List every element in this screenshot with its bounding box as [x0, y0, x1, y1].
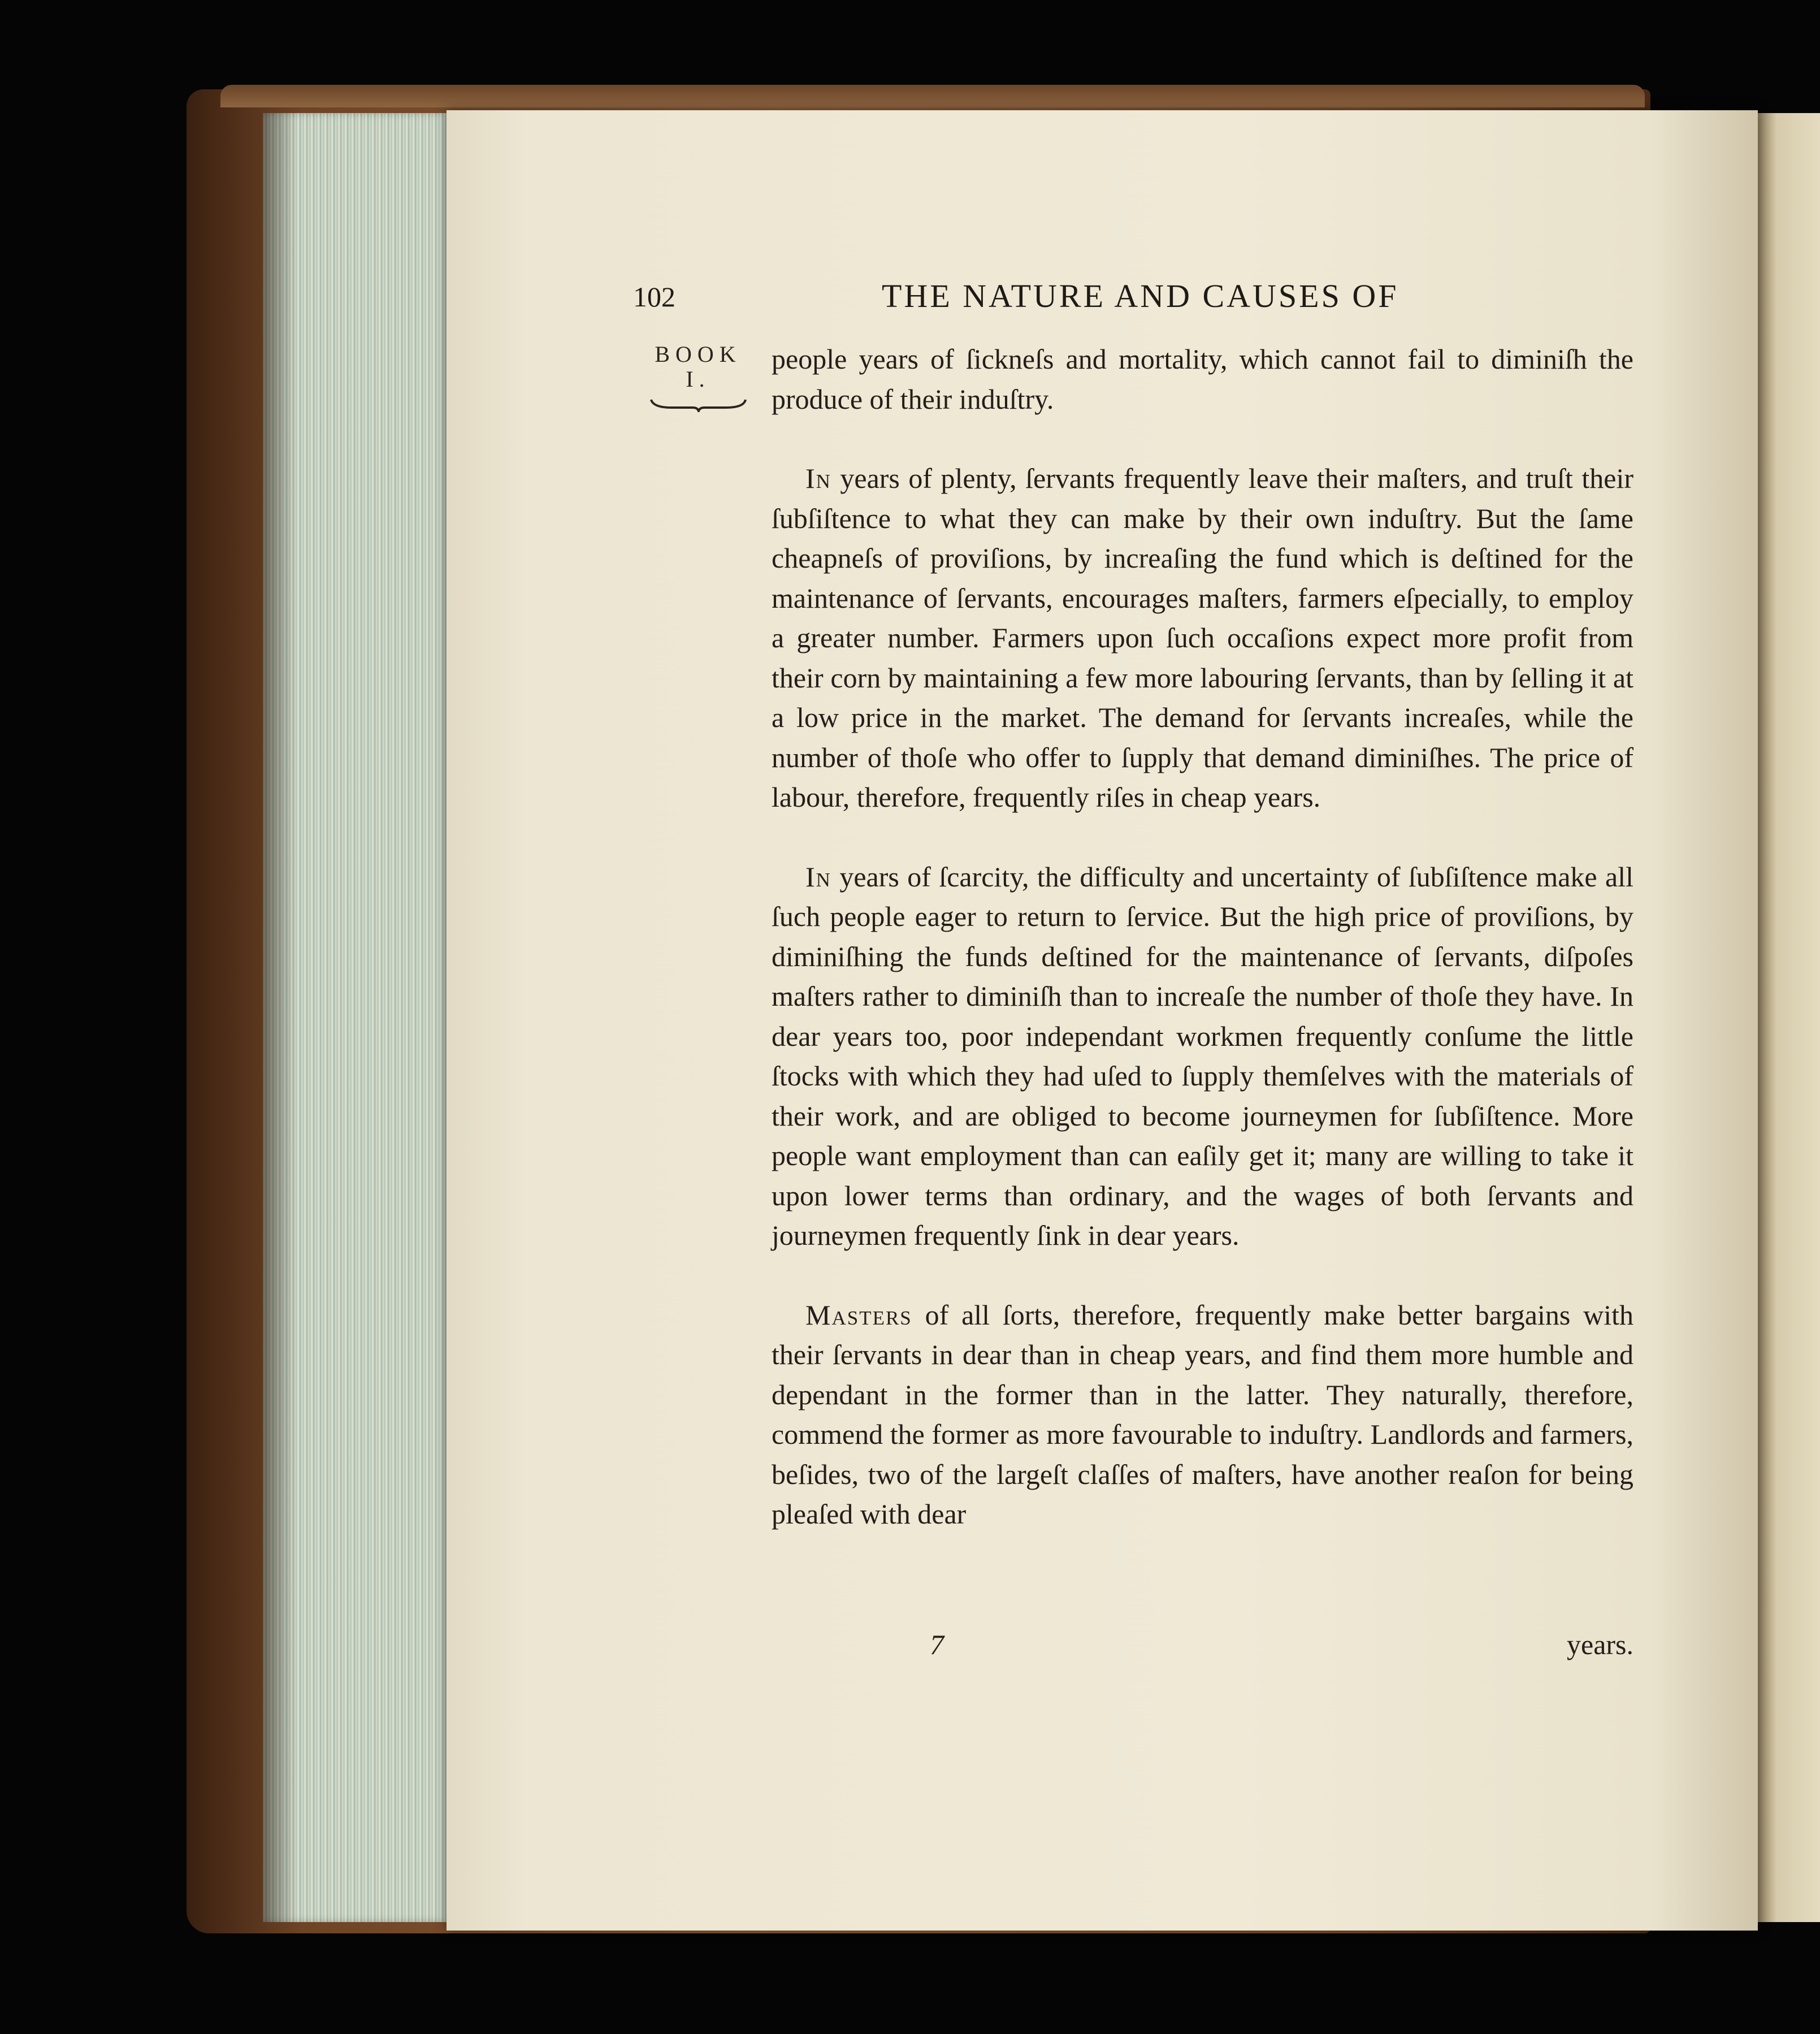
facing-page-edge [1758, 113, 1820, 1922]
paragraph-3: In years of ſcarcity, the difficulty and uncertainty of ſubſiſtence make all ſuch people eager to return to ſervice. But the high price of proviſions, by diminiſhing the funds deſtined for the maintenance of ſervants, diſpoſes maſters rather to diminiſh than to increaſe the number of thoſe they have. In dear years too, poor independant workmen frequently conſume the little ſtocks with which they had uſed to ſupply themſelves with the materials of their work, and are obliged to become journeymen for ſubſiſtence. More people want employment than can eaſily get it; many are willing to take it upon lower terms than ordinary, and the wages of both ſervants and journeymen frequently ſink in dear years. [772, 860, 1633, 1251]
page-edges-shadow [263, 113, 297, 1922]
running-title: THE NATURE AND CAUSES OF [882, 278, 1399, 314]
margin-note-number: I. [686, 366, 710, 392]
page-number: 102 [633, 281, 675, 313]
brace-ornament [649, 396, 748, 412]
catchword: years. [1567, 1629, 1633, 1660]
paragraph-1: people years of ſickneſs and mortality, which cannot fail to diminiſh the produce of their induſtry. [772, 343, 1633, 415]
paragraph-lead: Masters [805, 1299, 912, 1331]
margin-note-label: BOOK [655, 341, 742, 367]
binding-top-edge [220, 85, 1645, 107]
paragraph-4: Masters of all ſorts, therefore, frequently make better bargains with their ſervants in dear than in cheap years, and find them more humble and dependant in the former than in the latter. They naturally, therefore, commend the former as more favourable to induſtry. Landlords and farmers, beſides, two of the largeſt claſſes of maſters, have another reaſon for being pleaſed with dear [772, 1299, 1633, 1530]
body-text [772, 339, 1633, 1534]
margin-note-book [644, 342, 752, 412]
paragraph-lead: In [805, 860, 831, 893]
paragraph-2: In years of plenty, ſervants frequently leave their maſters, and truſt their ſubſiſtence to what they can make by their own induſtry. But the ſame cheapneſs of proviſions, by increaſing the fund which is deſtined for the maintenance of ſervants, encourages maſters, farmers eſpecially, to employ a greater number. Farmers upon ſuch occaſions expect more profit from their corn by maintaining a few more labouring ſervants, than by ſelling it at a low price in the market. The demand for ſervants increaſes, while the number of thoſe who offer to ſupply that demand diminiſhes. The price of labour, therefore, frequently riſes in cheap years. [772, 462, 1633, 813]
page-footer [772, 1628, 1633, 1668]
signature-mark: 7 [930, 1629, 944, 1660]
paragraph-lead: In [805, 462, 831, 494]
